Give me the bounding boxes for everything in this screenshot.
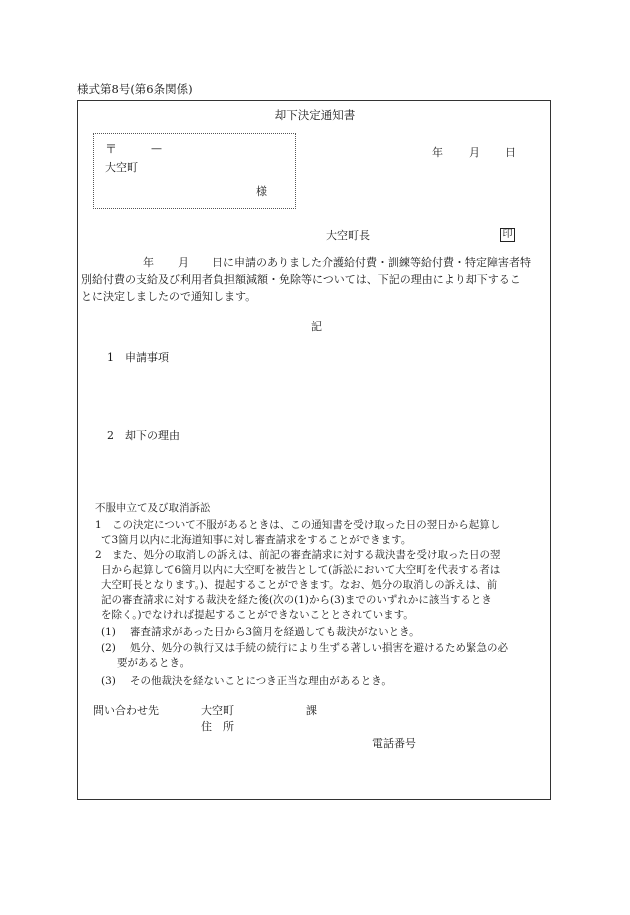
appeal-2-line-1: また、処分の取消しの訴えは、前記の審査請求に対する裁決書を受け取った日の翌 (112, 549, 501, 561)
date-day: 日 (505, 146, 516, 159)
body-month: 月 (178, 256, 189, 269)
sub-2-line-2: 要があるとき。 (117, 657, 191, 669)
document-title: 却下決定通知書 (274, 108, 356, 122)
contact-phone-label: 電話番号 (372, 737, 416, 750)
sub-3-number: (3) (101, 675, 116, 687)
recipient-honorific: 様 (256, 185, 267, 198)
appeal-1-number: 1 (95, 519, 102, 531)
sub-1-number: (1) (101, 626, 116, 638)
item-1-label: 申請事項 (125, 351, 169, 364)
body-year: 年 (143, 256, 154, 269)
contact-label: 問い合わせ先 (93, 704, 159, 717)
contact-section: 課 (306, 704, 317, 717)
item-2-label: 却下の理由 (125, 429, 180, 442)
appeal-1-line-2: て3箇月以内に北海道知事に対し審査請求をすることができます。 (101, 534, 412, 546)
recipient-town: 大空町 (105, 161, 138, 174)
appeal-2-line-2: 日から起算して6箇月以内に大空町を被告として(訴訟において大空町を代表する者は (101, 564, 501, 576)
date-month: 月 (469, 146, 480, 159)
official-seal: 印 (500, 228, 515, 242)
appeal-1-line-1: この決定について不服があるときは、この通知書を受け取った日の翌日から起算し (112, 519, 501, 531)
body-line-3: とに決定しましたので通知します。 (81, 290, 257, 303)
postal-mark: 〒 (105, 142, 118, 156)
appeal-2-line-3: 大空町長となります。)、提起することができます。なお、処分の取消しの訴えは、前 (101, 579, 498, 591)
ki-heading: 記 (311, 320, 322, 333)
form-number-label: 様式第8号(第6条関係) (77, 82, 193, 96)
appeal-2-number: 2 (95, 549, 102, 561)
sub-3-text: その他裁決を経ないことにつき正当な理由があるとき。 (130, 675, 392, 687)
body-line-2: 別給付費の支給及び利用者負担額減額・免除等については、下記の理由により却下するこ (81, 273, 521, 286)
contact-town: 大空町 (201, 704, 234, 717)
appeal-heading: 不服申立て及び取消訴訟 (95, 502, 211, 514)
sender-name: 大空町長 (326, 229, 370, 242)
appeal-2-line-4: 記の審査請求に対する裁決を経た後(次の(1)から(3)までのいずれかに該当するとき (101, 594, 492, 606)
appeal-2-line-5: を除く。)でなければ提起することができないこととされています。 (101, 609, 414, 621)
sub-2-number: (2) (101, 642, 116, 654)
sub-2-line-1: 処分、処分の執行又は手続の続行により生ずる著しい損害を避けるため緊急の必 (130, 642, 508, 654)
body-line-1: 日に申請のありました介護給付費・訓練等給付費・特定障害者特 (212, 256, 531, 269)
postal-code-dash: — (151, 142, 162, 155)
contact-address-label: 住 所 (201, 720, 234, 733)
date-year: 年 (432, 146, 443, 159)
sub-1-text: 審査請求があった日から3箇月を経過しても裁決がないとき。 (130, 626, 420, 638)
item-1-number: 1 (107, 351, 114, 364)
item-2-number: 2 (107, 429, 114, 442)
